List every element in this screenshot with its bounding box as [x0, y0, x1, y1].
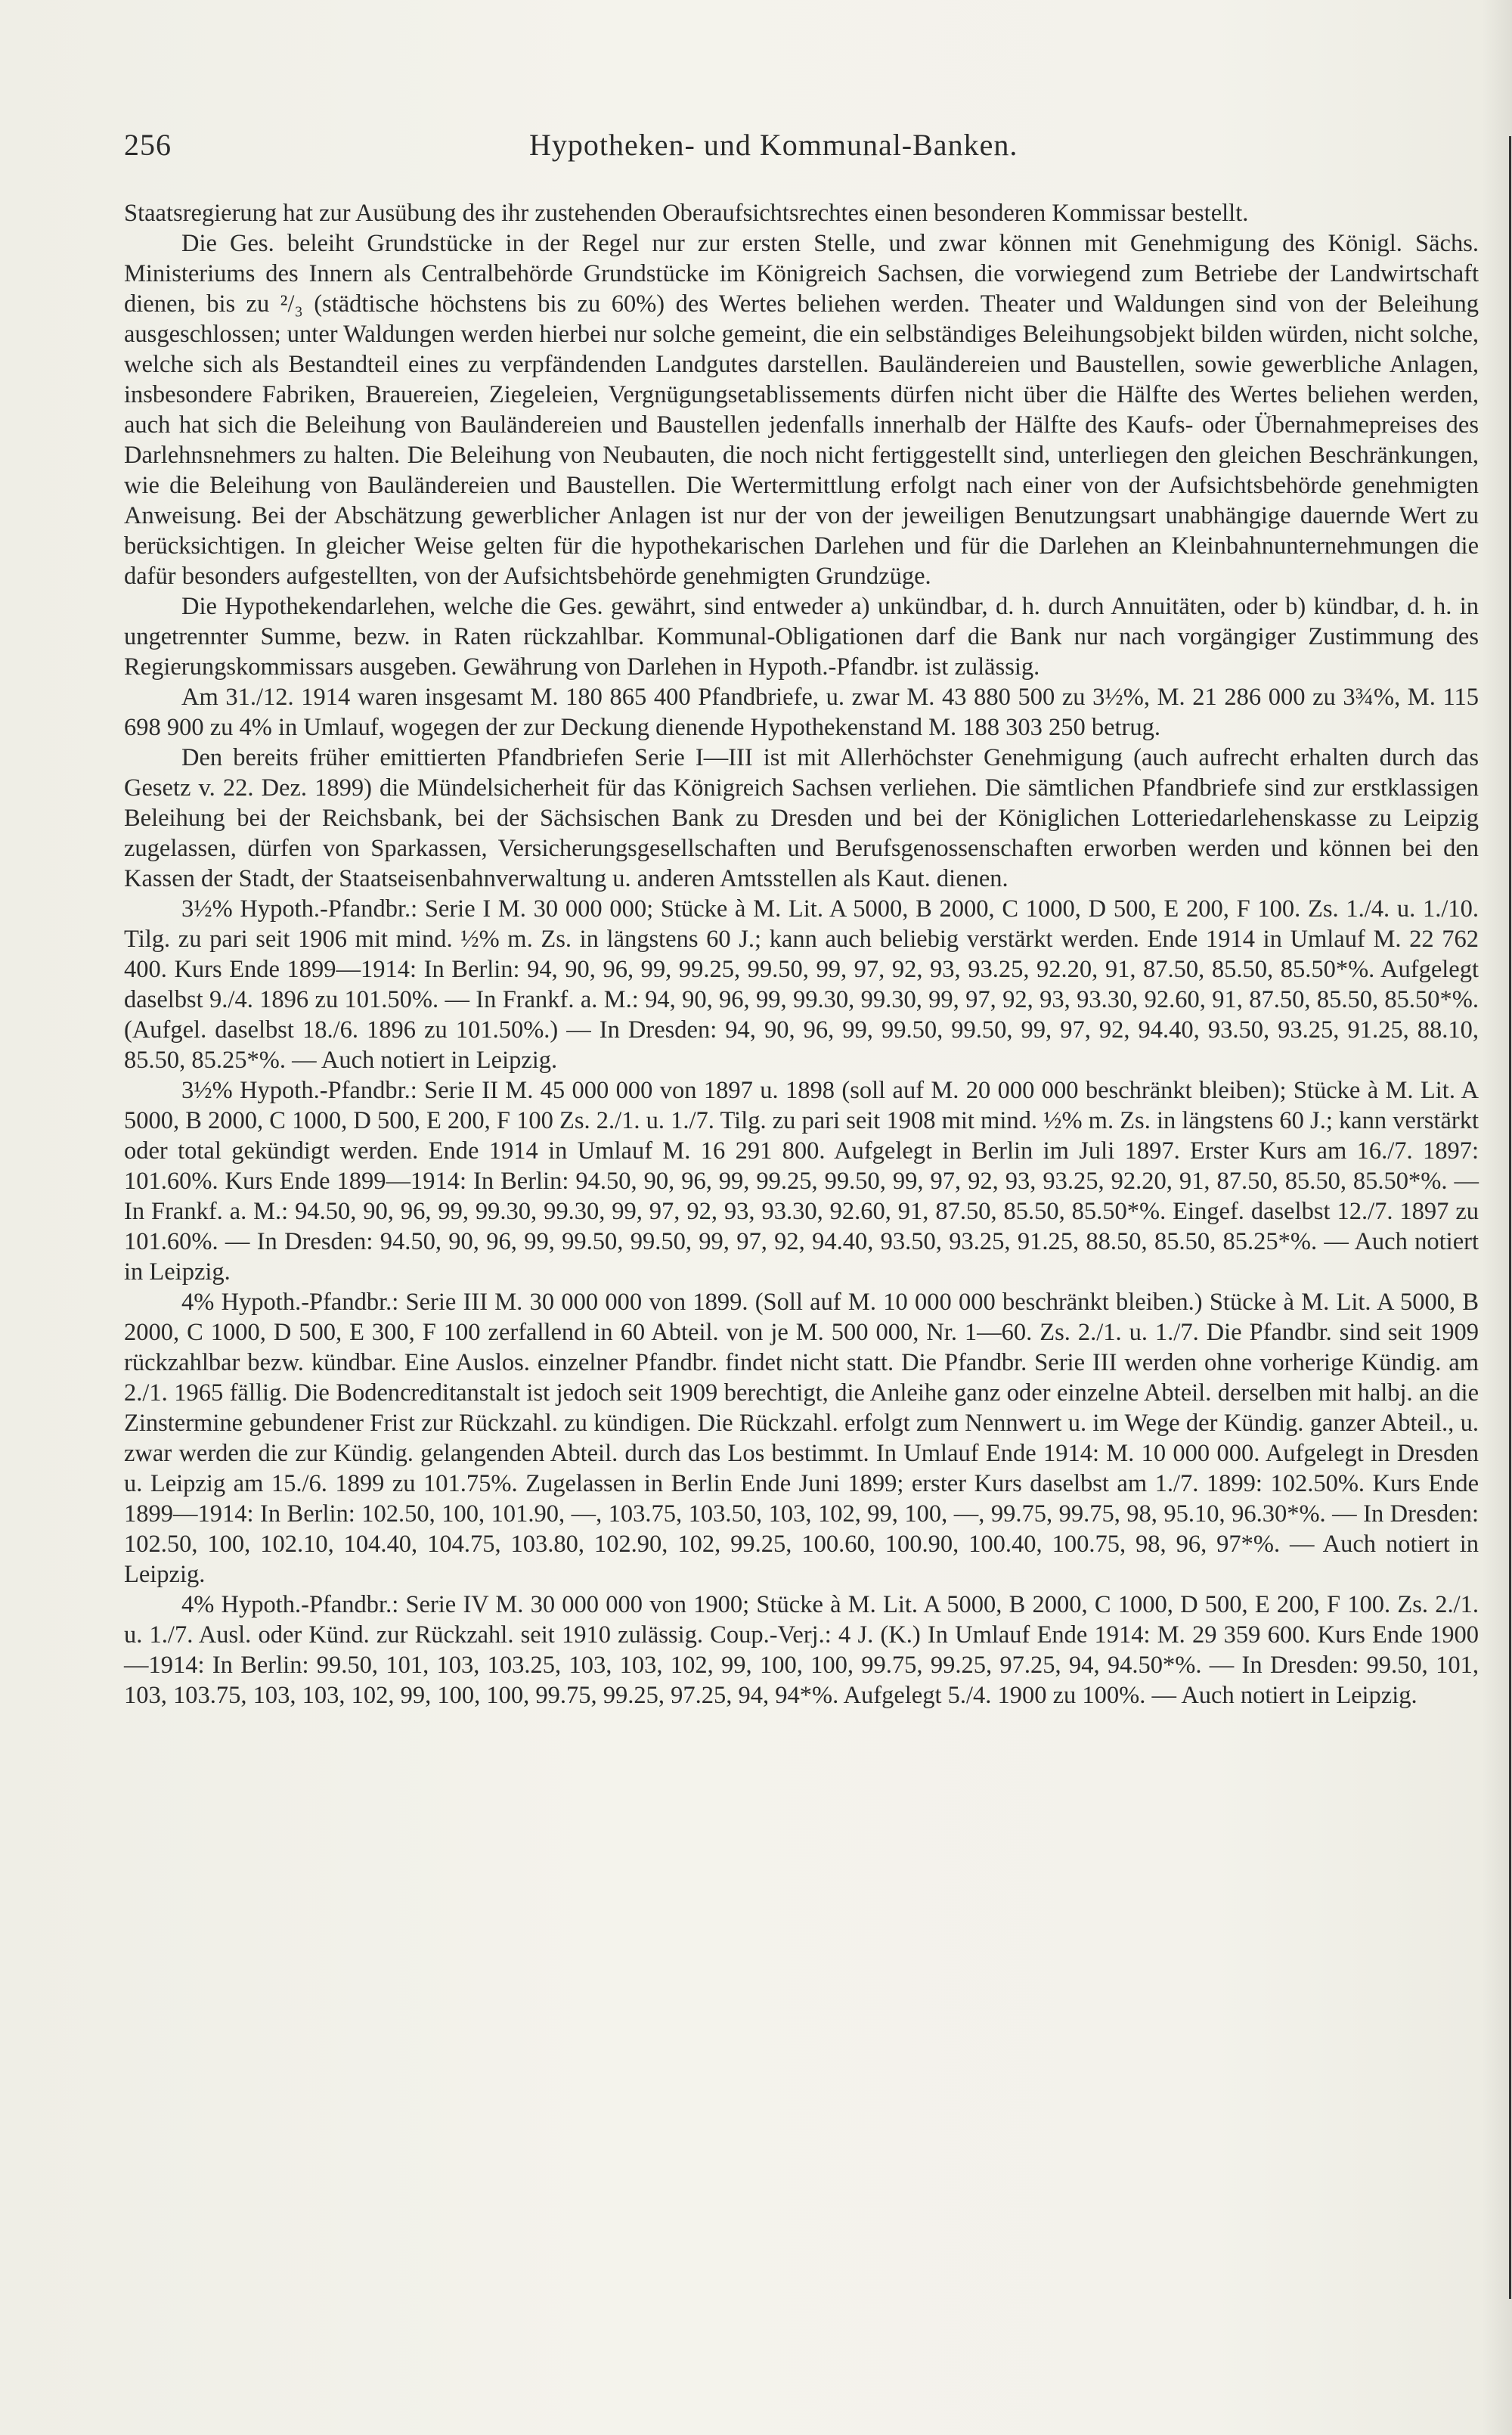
paragraph: Die Ges. beleiht Grundstücke in der Regel nur zur ersten Stelle, und zwar können mit Genehmigung des Königl. Sächs. Ministeriums des Innern als Centralbehörde Grundstücke im Königreich Sachsen, die vorwiegend zum Betriebe der Landwirtschaft dienen, bis zu ²/₃ (städtische höchstens bis zu 60%) des Wertes beliehen werden. Theater und Waldungen sind von der Beleihung ausgeschlossen; unter Waldungen werden hierbei nur solche gemeint, die ein selbständiges Beleihungsobjekt bilden würden, nicht solche, welche sich als Bestandteil eines zu verpfändenden Landgutes darstellen. Bauländereien und Baustellen, sowie gewerbliche Anlagen, insbesondere Fabriken, Brauereien, Ziegeleien, Vergnügungsetablissements dürfen nicht über die Hälfte des Wertes beliehen werden, auch hat sich die Beleihung von Bauländereien und Baustellen jedenfalls innerhalb der Hälfte des Kaufs- oder Übernahmepreises des Darlehnsnehmers zu halten. Die Beleihung von Neubauten, die noch nicht fertiggestellt sind, unterliegen den gleichen Beschränkungen, wie die Beleihung von Bauländereien und Baustellen. Die Wertermittlung erfolgt nach einer von der Aufsichtsbehörde genehmigten Anweisung. Bei der Abschätzung gewerblicher Anlagen ist nur der von der jeweiligen Benutzungsart unabhängige dauernde Wert zu berücksichtigen. In gleicher Weise gelten für die hypothekarischen Darlehen und für die Darlehen an Kleinbahnunternehmungen die dafür besonders aufgestellten, von der Aufsichtsbehörde genehmigten Grundzüge. — [124, 230, 1479, 590]
binding-edge-line — [1509, 136, 1511, 2299]
paragraph: 3½% Hypoth.-Pfandbr.: Serie I M. 30 000 000; Stücke à M. Lit. A 5000, B 2000, C 1000, D 500, E 200, F 100. Zs. 1./4. u. 1./10. Tilg. zu pari seit 1906 mit mind. ½% m. Zs. in längstens 60 J.; kann auch beliebig verstärkt werden. Ende 1914 in Umlauf M. 22 762 400. Kurs Ende 1899—1914: In Berlin: 94, 90, 96, 99, 99.25, 99.50, 99, 97, 92, 93, 93.25, 92.20, 91, 87.50, 85.50, 85.50*%. Aufgelegt daselbst 9./4. 1896 zu 101.50%. — In Frankf. a. M.: 94, 90, 96, 99, 99.30, 99.30, 99, 97, 92, 93, 93.30, 92.60, 91, 87.50, 85.50, 85.50*%. (Aufgel. daselbst 18./6. 1896 zu 101.50%.) — In Dresden: 94, 90, 96, 99, 99.50, 99.50, 99, 97, 92, 94.40, 93.50, 93.25, 91.25, 88.10, 85.50, 85.25*%. — Auch notiert in Leipzig. — [124, 895, 1479, 1074]
paragraph: Am 31./12. 1914 waren insgesamt M. 180 865 400 Pfandbriefe, u. zwar M. 43 880 500 zu 3½%, M. 21 286 000 zu 3¾%, M. 115 698 900 zu 4% in Umlauf, wogegen der zur Deckung dienende Hypothekenstand M. 188 303 250 betrug. — [124, 684, 1479, 741]
body-text — [124, 198, 1479, 1711]
paragraph: 4% Hypoth.-Pfandbr.: Serie III M. 30 000 000 von 1899. (Soll auf M. 10 000 000 beschränkt bleiben.) Stücke à M. Lit. A 5000, B 2000, C 1000, D 500, E 300, F 100 zerfallend in 60 Abteil. von je M. 500 000, Nr. 1—60. Zs. 2./1. u. 1./7. Die Pfandbr. sind seit 1909 rückzahlbar bezw. kündbar. Eine Auslos. einzelner Pfandbr. findet nicht statt. Die Pfandbr. Serie III werden ohne vorherige Kündig. am 2./1. 1965 fällig. Die Bodencreditanstalt ist jedoch seit 1909 berechtigt, die Anleihe ganz oder einzelne Abteil. derselben mit halbj. an die Zinstermine gebundener Frist zur Rückzahl. zu kündigen. Die Rückzahl. erfolgt zum Nennwert u. im Wege der Kündig. ganzer Abteil., u. zwar werden die zur Kündig. gelangenden Abteil. durch das Los bestimmt. In Umlauf Ende 1914: M. 10 000 000. Aufgelegt in Dresden u. Leipzig am 15./6. 1899 zu 101.75%. Zugelassen in Berlin Ende Juni 1899; erster Kurs daselbst am 1./7. 1899: 102.50%. Kurs Ende 1899—1914: In Berlin: 102.50, 100, 101.90, —, 103.75, 103.50, 103, 102, 99, 100, —, 99.75, 99.75, 98, 95.10, 96.30*%. — In Dresden: 102.50, 100, 102.10, 104.40, 104.75, 103.80, 102.90, 102, 99.25, 100.60, 100.90, 100.40, 100.75, 98, 96, 97*%. — Auch notiert in Leipzig. — [124, 1289, 1479, 1588]
paragraph: 3½% Hypoth.-Pfandbr.: Serie II M. 45 000 000 von 1897 u. 1898 (soll auf M. 20 000 000 beschränkt bleiben); Stücke à M. Lit. A 5000, B 2000, C 1000, D 500, E 200, F 100 Zs. 2./1. u. 1./7. Tilg. zu pari seit 1908 mit mind. ½% m. Zs. in längstens 60 J.; kann verstärkt oder total gekündigt werden. Ende 1914 in Umlauf M. 16 291 800. Aufgelegt in Berlin im Juli 1897. Erster Kurs am 16./7. 1897: 101.60%. Kurs Ende 1899—1914: In Berlin: 94.50, 90, 96, 99, 99.25, 99.50, 99, 97, 92, 93, 93.25, 92.20, 91, 87.50, 85.50, 85.50*%. — In Frankf. a. M.: 94.50, 90, 96, 99, 99.30, 99.30, 99, 97, 92, 93, 93.30, 92.60, 91, 87.50, 85.50, 85.50*%. Eingef. daselbst 12./7. 1897 zu 101.60%. — In Dresden: 94.50, 90, 96, 99, 99.50, 99.50, 99, 97, 92, 94.40, 93.50, 93.25, 91.25, 88.50, 85.50, 85.25*%. — Auch notiert in Leipzig. — [124, 1077, 1479, 1286]
paragraph: Die Hypothekendarlehen, welche die Ges. gewährt, sind entweder a) unkündbar, d. h. durch Annuitäten, oder b) kündbar, d. h. in ungetrennter Summe, bezw. in Raten rückzahlbar. Kommunal-Obligationen darf die Bank nur nach vorgängiger Zustimmung des Regierungskommissars ausgeben. Gewährung von Darlehen in Hypoth.-Pfandbr. ist zulässig. — [124, 593, 1479, 681]
page-number: 256 — [124, 128, 172, 162]
paragraph: Staatsregierung hat zur Ausübung des ihr zustehenden Oberaufsichtsrechtes einen besonderen Kommissar bestellt. — [124, 200, 1249, 227]
paragraph: Den bereits früher emittierten Pfandbriefen Serie I—III ist mit Allerhöchster Genehmigung (auch aufrecht erhalten durch das Gesetz v. 22. Dez. 1899) die Mündelsicherheit für das Königreich Sachsen verliehen. Die sämtlichen Pfandbriefe sind zur erstklassigen Beleihung bei der Reichsbank, bei der Sächsischen Bank zu Dresden und bei der Königlichen Lotteriedarlehenskasse zu Leipzig zugelassen, dürfen von Sparkassen, Versicherungsgesellschaften und Berufsgenossenschaften erworben werden und können bei den Kassen der Stadt, der Staatseisenbahnverwaltung u. anderen Amtsstellen als Kaut. dienen. — [124, 744, 1479, 892]
running-title: Hypotheken- und Kommunal-Banken. — [529, 128, 1018, 162]
paragraph: 4% Hypoth.-Pfandbr.: Serie IV M. 30 000 000 von 1900; Stücke à M. Lit. A 5000, B 2000, C 1000, D 500, E 200, F 100. Zs. 2./1. u. 1./7. Ausl. oder Künd. zur Rückzahl. seit 1910 zulässig. Coup.-Verj.: 4 J. (K.) In Umlauf Ende 1914: M. 29 359 600. Kurs Ende 1900—1914: In Berlin: 99.50, 101, 103, 103.25, 103, 103, 102, 99, 100, 100, 99.75, 99.25, 97.25, 94, 94.50*%. — In Dresden: 99.50, 101, 103, 103.75, 103, 103, 102, 99, 100, 100, 99.75, 99.25, 97.25, 94, 94*%. Aufgelegt 5./4. 1900 zu 100%. — Auch notiert in Leipzig. — [124, 1591, 1479, 1709]
page-edge-shadow — [1482, 0, 1512, 2435]
page-header — [124, 127, 1477, 172]
